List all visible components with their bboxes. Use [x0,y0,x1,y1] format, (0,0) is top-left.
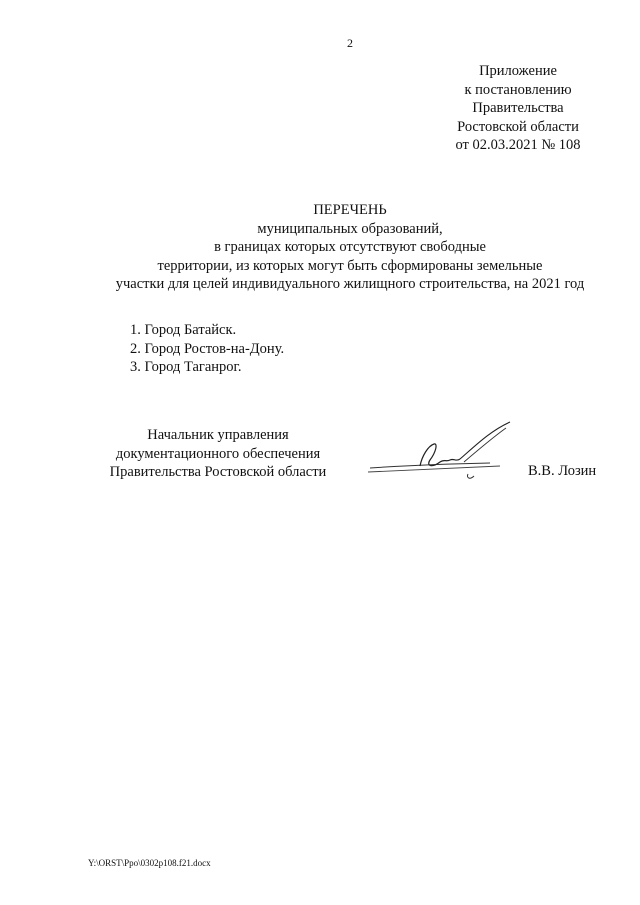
position-line: Начальник управления [147,427,289,443]
title-line: муниципальных образований, [257,220,443,237]
list-item: 3. Город Таганрог. [130,359,242,375]
title-line: участки для целей индивидуального жилищного строительства, на 2021 год [115,276,585,292]
page-number: 2 [347,36,353,50]
signatory-position [88,426,348,482]
appendix-line: Приложение [479,63,557,79]
position-line: Правительства Ростовской области [109,464,327,480]
appendix-header [418,62,618,155]
appendix-line: к постановлению [464,81,572,98]
handwritten-signature [360,416,520,486]
appendix-line: Ростовской области [457,118,579,135]
list-item: 1. Город Батайск. [130,322,237,338]
list-item: 2. Город Ростов-на-Дону. [130,340,285,357]
document-title [0,201,640,294]
appendix-line: от 02.03.2021 № 108 [455,137,581,153]
title-line: в границах которых отсутствуют свободные [214,239,486,255]
municipality-list [130,321,284,377]
file-path: Y:\ORST\Ppo\0302p108.f21.docx [88,858,211,868]
appendix-line: Правительства [472,100,564,116]
position-line: документационного обеспечения [115,445,321,462]
title-heading: ПЕРЕЧЕНЬ [313,202,387,218]
title-line: территории, из которых могут быть сформированы земельные [157,257,543,274]
signer-name: В.В. Лозин [528,463,597,479]
